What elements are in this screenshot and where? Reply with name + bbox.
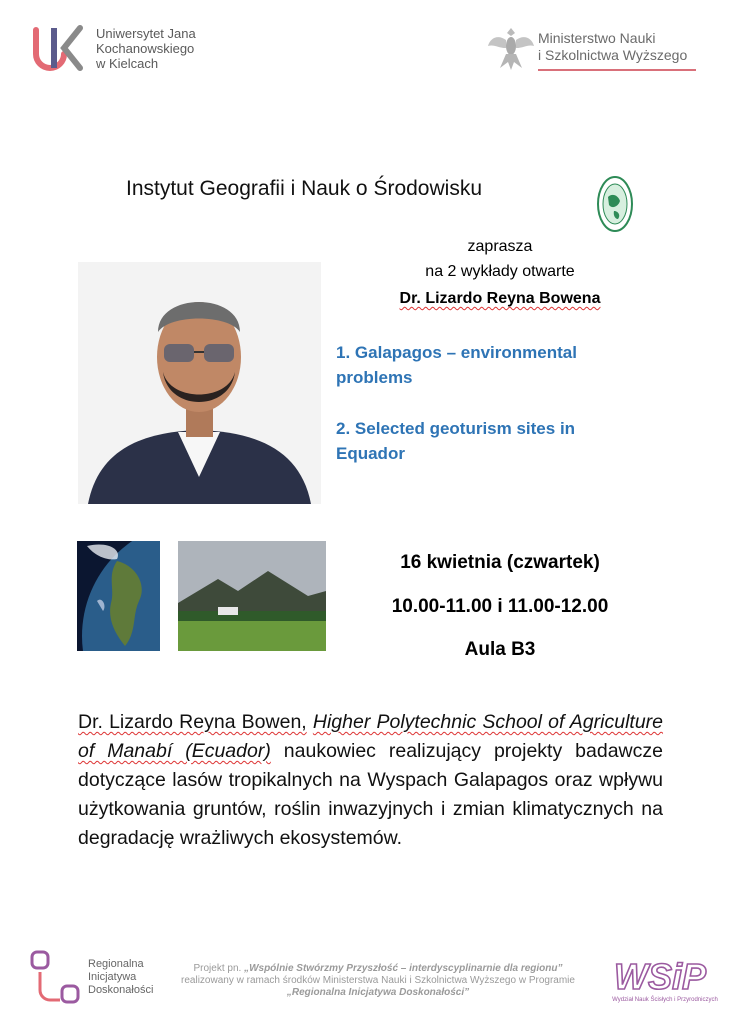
speaker-portrait-image	[78, 262, 321, 504]
ujk-logo	[30, 22, 230, 78]
speaker-name-text: Dr. Lizardo Reyna Bowena	[399, 290, 601, 307]
lecture-1-number: 1.	[336, 343, 351, 362]
mnisw-underline	[538, 69, 696, 71]
bio-school: Higher Polytechnic School of Agriculture of Manabí (Ecuador)	[78, 711, 664, 762]
mnisw-name	[538, 30, 687, 64]
earth-image	[77, 541, 160, 651]
lecture-1-title: Galapagos – environmental problems	[336, 343, 577, 387]
earth-satellite-photo	[77, 541, 160, 651]
ujk-line-1: Uniwersytet Jana	[96, 26, 196, 41]
bio-description: naukowiec realizujący projekty badawcze dotyczące lasów tropikalnych na Wyspach Galapagos oraz wpływu użytkowania gruntów, roślin inwazyjnych i zmian klimatycznych na degradację wrażliwych ekosystemów.	[78, 740, 663, 849]
wsip-logo-mark	[612, 953, 718, 997]
project-note-line-2: realizowany w ramach środków Ministerstwa Nauki i Szkolnictwa Wyższego w Programie	[181, 975, 575, 986]
rid-name	[88, 958, 153, 997]
mnisw-line-1: Ministerstwo Nauki	[538, 30, 656, 46]
institute-emblem-icon	[596, 175, 634, 233]
speaker-name	[335, 290, 665, 308]
bio-name: Dr. Lizardo Reyna Bowen,	[78, 711, 307, 733]
ujk-line-2: Kochanowskiego	[96, 41, 195, 56]
ujk-line-3: w Kielcach	[96, 56, 159, 71]
eagle-emblem-icon	[486, 24, 536, 74]
speaker-portrait	[78, 262, 321, 504]
wsip-logo-text: WSiP	[614, 956, 707, 997]
project-note-line-1	[168, 963, 588, 975]
ujk-name	[96, 26, 196, 71]
ujk-logo-mark	[30, 24, 88, 74]
invite-line-2: na 2 wykłady otwarte	[425, 263, 575, 280]
lecture-1	[336, 340, 636, 390]
speaker-bio	[78, 708, 663, 853]
event-time: 10.00-11.00 i 11.00-12.00	[391, 596, 609, 617]
lecture-2-title: Selected geoturism sites in Equador	[336, 419, 576, 463]
wsip-subtitle: Wydział Nauk Ścisłych i Przyrodniczych	[612, 997, 718, 1003]
rid-line-1: Regionalna	[88, 958, 144, 970]
institute-title: Instytut Geografii i Nauk o Środowisku	[126, 177, 482, 200]
project-note-line-3: „Regionalna Inicjatywa Doskonałości”	[286, 987, 470, 998]
landscape-photo	[178, 541, 326, 651]
invite-line-1: zaprasza	[467, 238, 533, 255]
lecture-2-number: 2.	[336, 419, 351, 438]
event-room: Aula B3	[464, 639, 536, 660]
mnisw-line-2: i Szkolnictwa Wyższego	[538, 47, 688, 63]
landscape-image	[178, 541, 326, 651]
rid-logo-mark	[30, 950, 82, 1004]
rid-line-3: Doskonałości	[88, 984, 154, 996]
rid-logo	[30, 948, 170, 1006]
event-date: 16 kwietnia (czwartek)	[400, 552, 600, 573]
lecture-2	[336, 416, 636, 466]
mnisw-logo	[486, 22, 716, 78]
wsip-logo	[612, 953, 718, 1007]
project-prefix: Projekt pn.	[193, 963, 242, 974]
project-note	[168, 963, 588, 999]
project-title: „Wspólnie Stwórzmy Przyszłość – interdyscyplinarnie dla regionu”	[244, 963, 563, 974]
rid-line-2: Inicjatywa	[88, 971, 137, 983]
